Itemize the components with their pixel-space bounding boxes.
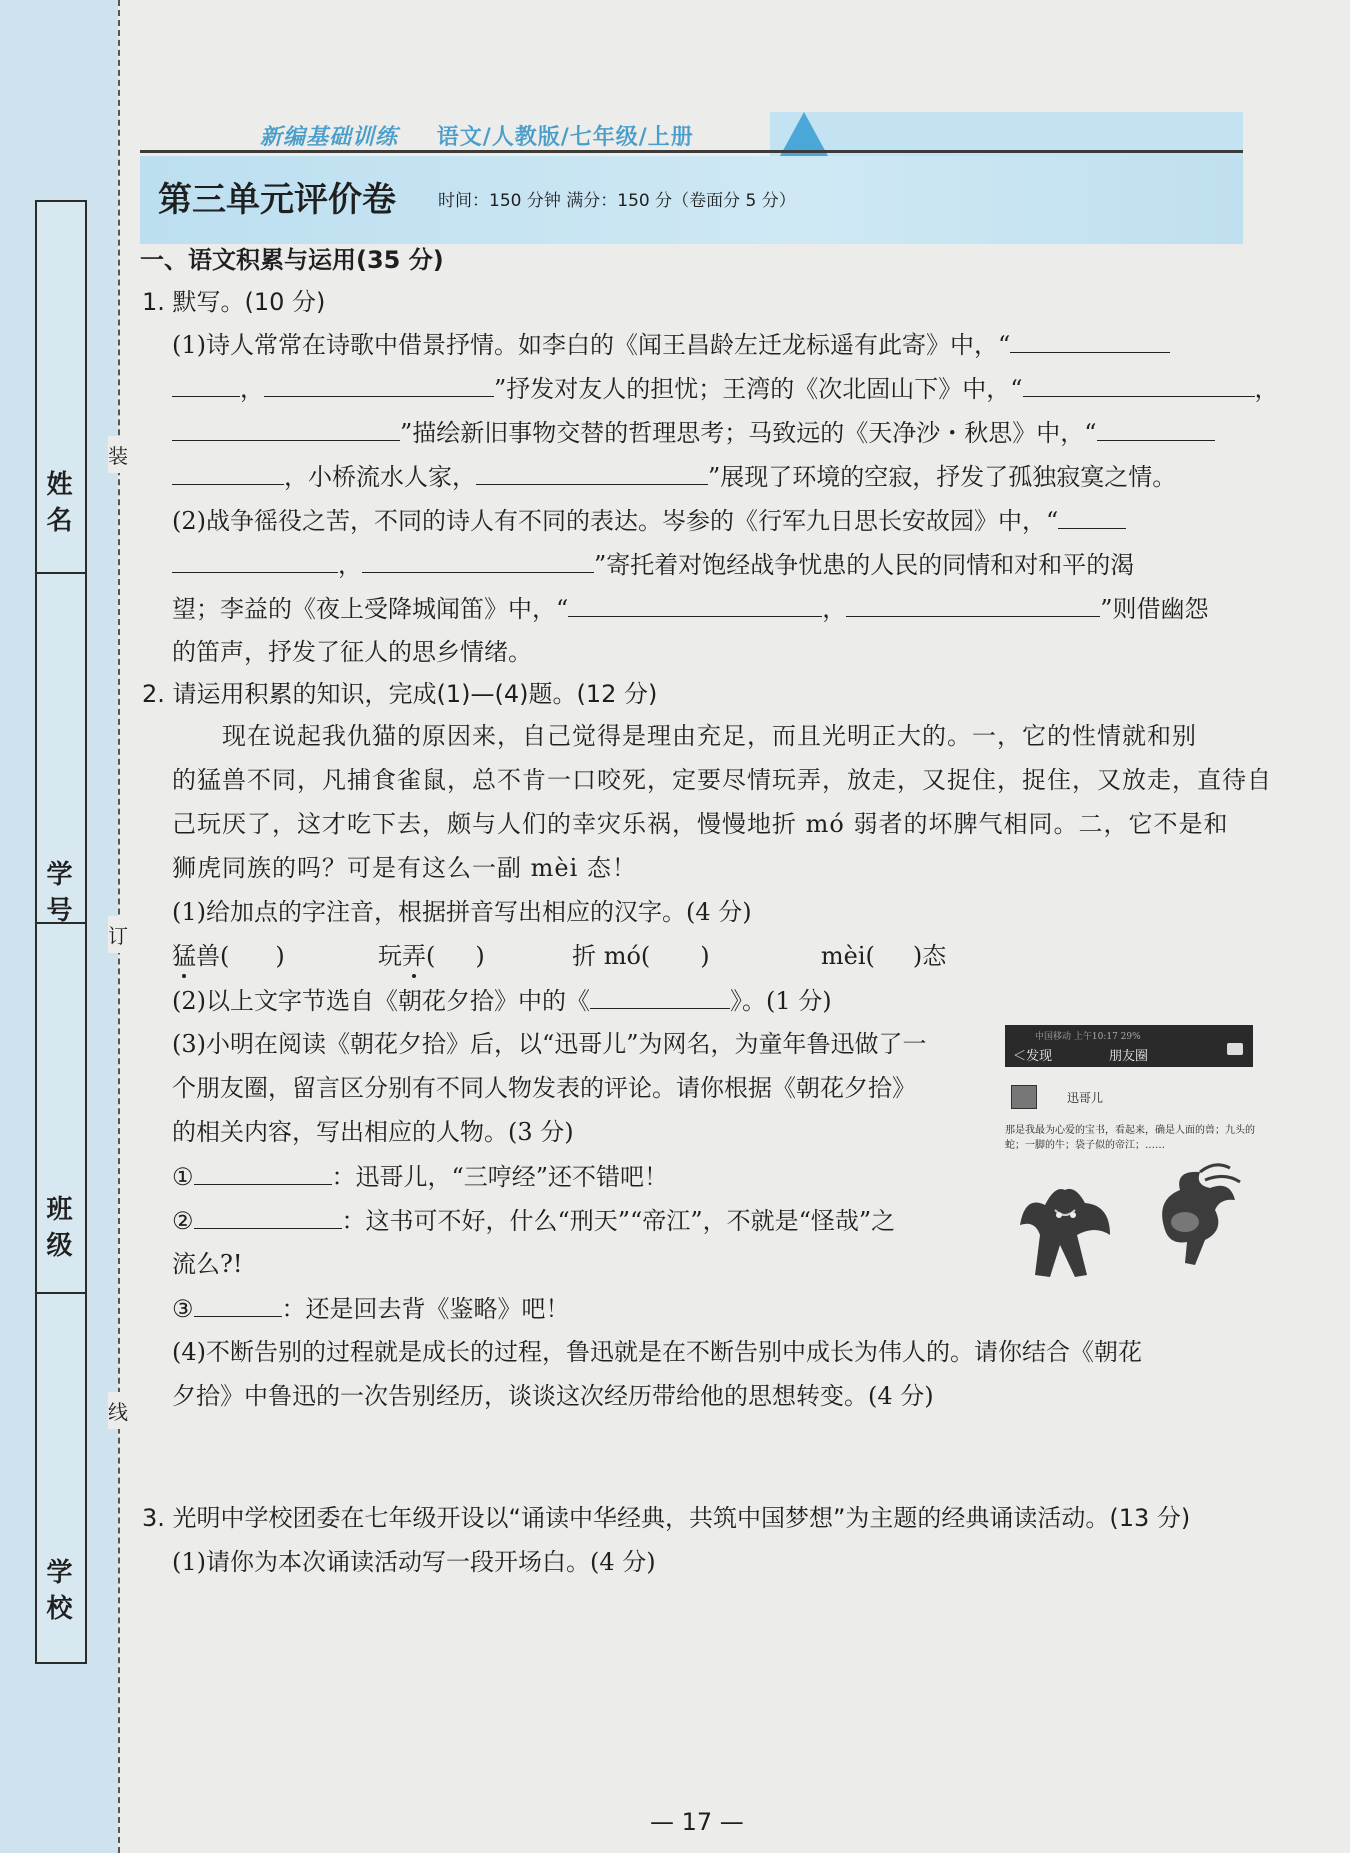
answer-blank[interactable] xyxy=(194,1292,282,1317)
moments-screenshot xyxy=(1005,1025,1253,1280)
xingtian-illustration xyxy=(1015,1165,1125,1280)
camera-icon xyxy=(1227,1043,1243,1055)
phone-top-bar xyxy=(1005,1025,1253,1067)
answer-blank[interactable] xyxy=(568,592,822,617)
question-3-title: 3. 光明中学校团委在七年级开设以“诵读中华经典，共筑中国梦想”为主题的经典诵读活动。(13 分) xyxy=(142,1504,1191,1532)
q1-line: ”描绘新旧事物交替的哲理思考；马致远的《天净沙・秋思》中，“ xyxy=(172,416,1215,449)
answer-blank[interactable] xyxy=(362,548,594,573)
dijiang-illustration xyxy=(1145,1160,1245,1270)
q2-sub-3: 的相关内容，写出相应的人物。(3 分) xyxy=(172,1118,574,1146)
answer-blank[interactable] xyxy=(476,460,708,485)
name-label: 姓名 xyxy=(42,470,72,542)
answer-blank[interactable] xyxy=(172,460,284,485)
school-label: 学校 xyxy=(42,1558,72,1630)
q3-sub-1: (1)请你为本次诵读活动写一段开场白。(4 分) xyxy=(172,1548,656,1576)
q1-line: ， ”寄托着对饱经战争忧患的人民的同情和对和平的渴 xyxy=(172,548,1134,581)
q1-line: ， ”抒发对友人的担忧；王湾的《次北固山下》中，“ ， xyxy=(172,372,1279,405)
edition: 语文/人教版/七年级/上册 xyxy=(436,125,694,150)
comment-2-cont: 流么?! xyxy=(172,1250,243,1278)
class-label: 班级 xyxy=(42,1195,72,1267)
question-1-title: 1. 默写。(10 分) xyxy=(142,288,326,316)
student-info-box xyxy=(35,200,87,1664)
info-divider xyxy=(37,1292,85,1294)
q2-sub-4: 夕拾》中鲁迅的一次告别经历，谈谈这次经历带给他的思想转变。(4 分) xyxy=(172,1382,934,1410)
answer-blank[interactable] xyxy=(590,984,730,1009)
answer-blank[interactable] xyxy=(194,1204,342,1229)
q1-line: (2)战争徭役之苦，不同的诗人有不同的表达。岑参的《行军九日思长安故园》中，“ xyxy=(172,504,1126,537)
passage-line: 现在说起我仇猫的原因来，自己觉得是理由充足，而且光明正大的。一，它的性情就和别 xyxy=(222,722,1197,750)
answer-blank[interactable] xyxy=(846,592,1100,617)
q1-line: ，小桥流水人家， ”展现了环境的空寂，抒发了孤独寂寞之情。 xyxy=(172,460,1176,493)
answer-blank[interactable] xyxy=(172,548,338,573)
section-heading: 一、语文积累与运用(35 分) xyxy=(140,246,444,274)
passage-line: 己玩厌了，这才吃下去，颇与人们的幸灾乐祸，慢慢地折 mó 弱者的坏脾气相同。二，它不是和 xyxy=(172,810,1229,838)
page-title: 第三单元评价卷 xyxy=(158,180,396,220)
q2-sub-3: (3)小明在阅读《朝花夕拾》后，以“迅哥儿”为网名，为童年鲁迅做了一 xyxy=(172,1030,927,1058)
moments-title: 朋友圈 xyxy=(1109,1049,1149,1064)
exam-info: 时间：150 分钟 满分：150 分（卷面分 5 分） xyxy=(438,191,796,211)
info-divider xyxy=(37,572,85,574)
answer-blank[interactable] xyxy=(172,372,240,397)
title-rule xyxy=(140,150,1243,153)
poster-name: 迅哥儿 xyxy=(1067,1091,1104,1105)
passage-line: 狮虎同族的吗？可是有这么一副 mèi 态！ xyxy=(172,854,637,882)
series-name: 新编基础训练 xyxy=(260,125,399,150)
comment-3: ③ ：还是回去背《鉴略》吧！ xyxy=(172,1292,570,1325)
status-bar: 中国移动 上午10:17 29% xyxy=(1035,1032,1141,1042)
q2-sub-2: (2)以上文字节选自《朝花夕拾》中的《 》。(1 分) xyxy=(172,984,832,1017)
avatar xyxy=(1011,1085,1037,1109)
cut-mark-xian: 线 xyxy=(108,1392,128,1429)
q1-line: 望；李益的《夜上受降城闻笛》中，“ ， ”则借幽怨 xyxy=(172,592,1209,625)
header-band xyxy=(770,112,1243,162)
q2-word-row: 猛兽( ) 玩弄( ) 折 mó( ) mèi( )态 xyxy=(172,942,947,970)
cut-mark-ding: 订 xyxy=(108,916,128,953)
post-text: 那是我最为心爱的宝书，看起来，确是人面的兽；九头的蛇；一脚的牛；袋子似的帝江；…… xyxy=(1005,1125,1255,1151)
comment-2: ② ：这书可不好，什么“刑天”“帝江”，不就是“怪哉”之 xyxy=(172,1204,895,1237)
cut-mark-zhuang: 装 xyxy=(108,436,128,473)
answer-blank[interactable] xyxy=(264,372,494,397)
header-line xyxy=(260,120,694,151)
q2-sub-3: 个朋友圈，留言区分别有不同人物发表的评论。请你根据《朝花夕拾》 xyxy=(172,1074,916,1102)
answer-blank[interactable] xyxy=(1010,328,1170,353)
student-id-label: 学号 xyxy=(42,860,72,932)
question-2-title: 2. 请运用积累的知识，完成(1)—(4)题。(12 分) xyxy=(142,680,658,708)
back-button: ＜发现 xyxy=(1013,1049,1053,1064)
q2-sub-1: (1)给加点的字注音，根据拼音写出相应的汉字。(4 分) xyxy=(172,898,752,926)
passage-line: 的猛兽不同，凡捕食雀鼠，总不肯一口咬死，定要尽情玩弄，放走，又捉住，捉住，又放走，直待自 xyxy=(172,766,1272,794)
q1-line: 的笛声，抒发了征人的思乡情绪。 xyxy=(172,638,532,666)
answer-blank[interactable] xyxy=(1058,504,1126,529)
answer-blank[interactable] xyxy=(172,416,400,441)
q2-sub-4: (4)不断告别的过程就是成长的过程，鲁迅就是在不断告别中成长为伟人的。请你结合《朝花 xyxy=(172,1338,1142,1366)
page-number: — 17 — xyxy=(650,1808,744,1836)
answer-blank[interactable] xyxy=(1023,372,1255,397)
q1-line: (1)诗人常常在诗歌中借景抒情。如李白的《闻王昌龄左迁龙标遥有此寄》中，“ xyxy=(172,328,1170,361)
comment-1: ① ：迅哥儿，“三哼经”还不错吧！ xyxy=(172,1160,668,1193)
answer-blank[interactable] xyxy=(1097,416,1215,441)
answer-blank[interactable] xyxy=(194,1160,332,1185)
